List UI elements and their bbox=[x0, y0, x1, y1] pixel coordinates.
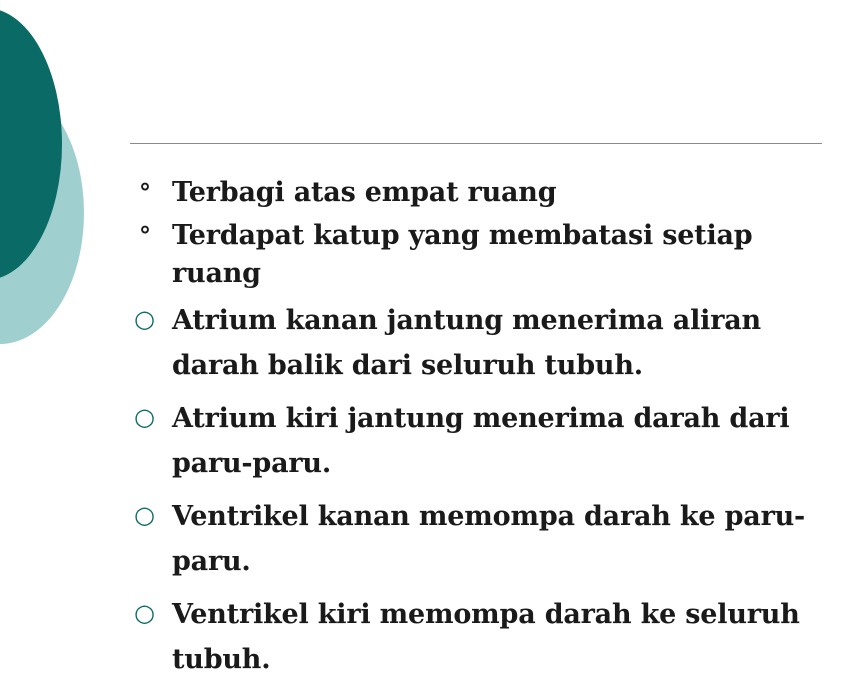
bullet-text: Ventrikel kiri memompa darah ke seluruh tubuh. bbox=[172, 599, 800, 675]
bullet-text: Terdapat katup yang membatasi setiap ruang bbox=[172, 220, 753, 289]
ring-bullet-icon: ○ bbox=[134, 304, 155, 333]
degree-bullet-icon: ° bbox=[139, 178, 151, 207]
bullet-text: Ventrikel kanan memompa darah ke paru-paru. bbox=[172, 501, 806, 577]
degree-bullet-icon: ° bbox=[139, 221, 151, 250]
bullet-item bbox=[128, 217, 828, 293]
bullet-text: Terbagi atas empat ruang bbox=[172, 177, 557, 208]
ring-bullet-icon: ○ bbox=[134, 500, 155, 529]
bullet-item bbox=[128, 592, 828, 682]
bullet-item bbox=[128, 396, 828, 486]
bullet-item bbox=[128, 174, 828, 212]
title-divider-line bbox=[130, 143, 822, 144]
ring-bullet-icon: ○ bbox=[134, 598, 155, 627]
bullet-list bbox=[128, 176, 828, 690]
bullet-item bbox=[128, 494, 828, 584]
bullet-text: Atrium kanan jantung menerima aliran darah balik dari seluruh tubuh. bbox=[172, 305, 761, 381]
bullet-item bbox=[128, 298, 828, 388]
ring-bullet-icon: ○ bbox=[134, 402, 155, 431]
bullet-text: Atrium kiri jantung menerima darah dari paru-paru. bbox=[172, 403, 790, 479]
